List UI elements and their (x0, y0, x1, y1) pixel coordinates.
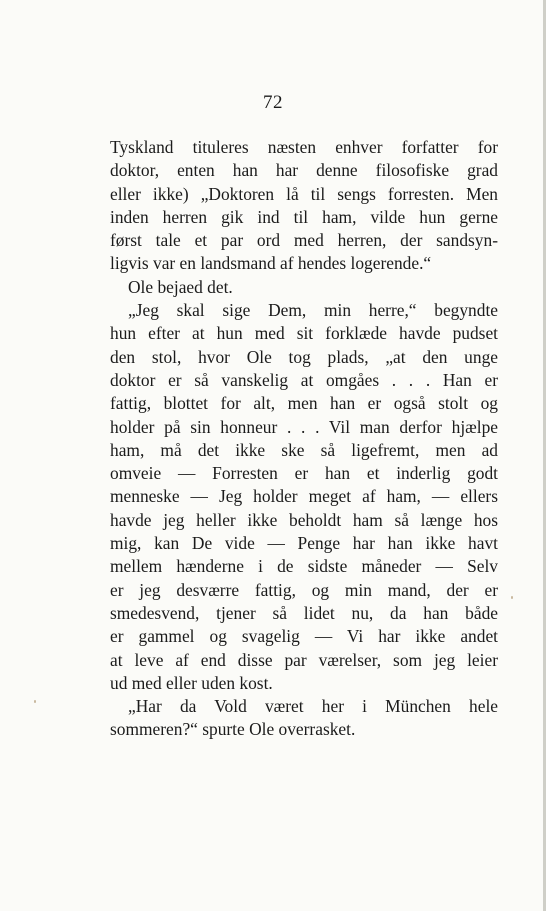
text-line: smedesvend, tjener så lidet nu, da han både (110, 602, 498, 623)
text-line: hun efter at hun med sit forklæde havde pudset (110, 323, 498, 344)
text-line: sommeren?“ spurte Ole overrasket. (110, 719, 356, 740)
text-line: omveie — Forresten er han et inderlig godt (110, 463, 498, 484)
text-line: „Jeg skal sige Dem, min herre,“ begyndte (128, 300, 498, 321)
text-line: doktor er så vanskelig at omgåes . . . Han er (110, 369, 498, 390)
text-line: mellem hænderne i de sidste måneder — Selv (110, 556, 498, 577)
text-line: er gammel og svagelig — Vi har ikke andet (110, 626, 498, 647)
text-line: Ole bejaed det. (128, 276, 233, 297)
text-line: Tyskland tituleres næsten enhver forfatter for (110, 137, 498, 157)
page-number: 72 (263, 92, 283, 113)
text-line: den stol, hvor Ole tog plads, „at den unge (110, 346, 498, 367)
text-line: holder på sin honneur . . . Vil man derfor hjælpe (110, 416, 498, 437)
text-line: at leve af end disse par værelser, som jeg leier (110, 649, 498, 670)
text-line: er jeg desværre fattig, og min mand, der er (110, 579, 498, 600)
text-line: ud med eller uden kost. (110, 672, 273, 693)
paper-speck (34, 700, 36, 703)
body-text (110, 136, 498, 742)
text-line: doktor, enten han har denne filosofiske grad (110, 160, 498, 181)
text-line: mig, kan De vide — Penge har han ikke havt (110, 533, 498, 554)
text-line: fattig, blottet for alt, men han er også stolt og (110, 393, 498, 414)
text-line: „Har da Vold været her i München hele (128, 696, 498, 717)
paper-speck (511, 596, 513, 599)
text-line: ligvis var en landsmand af hendes logerende.“ (110, 253, 432, 274)
text-line: ham, må det ikke ske så ligefremt, men ad (110, 439, 498, 460)
text-line: eller ikke) „Doktoren lå til sengs forresten. Men (110, 183, 498, 204)
text-line: havde jeg heller ikke beholdt ham så længe hos (110, 509, 498, 530)
text-line: menneske — Jeg holder meget af ham, — ellers (110, 486, 498, 507)
text-line: først tale et par ord med herren, der sandsyn- (110, 230, 498, 251)
text-line: inden herren gik ind til ham, vilde hun gerne (110, 206, 498, 227)
